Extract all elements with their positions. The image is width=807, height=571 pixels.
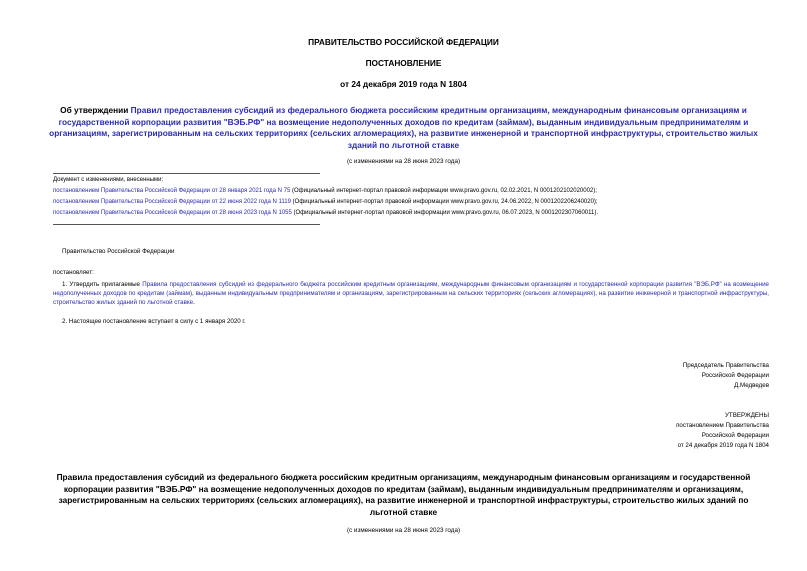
signature-block (683, 361, 769, 391)
government-heading: ПРАВИТЕЛЬСТВО РОССИЙСКОЙ ФЕДЕРАЦИИ (308, 37, 499, 47)
paragraph-2: 2. Настоящее постановление вступает в силу с 1 января 2020 г. (62, 318, 246, 325)
change-link-3[interactable]: постановлением Правительства Российской Федерации от 28 июня 2023 года N 1055 (53, 210, 292, 216)
change-link-2[interactable]: постановлением Правительства Российской Федерации от 22 июня 2022 года N 1119 (53, 199, 291, 205)
change-item (53, 186, 597, 197)
title-rules-link[interactable]: Правил предоставления субсидий из федерального бюджета российским кредитным организациям, международным финансовым организациям и государственной корпорации развития "ВЭБ.РФ" на возмещение недополученных доходов по кредитам (займам), выданным индивидуальным предпринимателям и организациям, зарегистрированным на сельских территориях (сельских агломерациях), на развитие инженерной и транспортной инфраструктуры, строительство жилых зданий по льготной ставке (49, 105, 758, 150)
signature-name: Д.Медведев (734, 382, 769, 390)
approved-date: от 24 декабря 2019 года N 1804 (677, 442, 769, 450)
change-source-3: (Официальный интернет-портал правовой информации www.pravo.gov.ru, 06.07.2023, N 0001202307060011). (291, 210, 599, 216)
signature-position: Председатель Правительства (682, 362, 769, 369)
approved-block (676, 411, 769, 451)
change-item (53, 208, 598, 219)
signature-org: Российской Федерации (701, 372, 769, 380)
approved-org: Российской Федерации (701, 432, 769, 440)
rules-title: Правила предоставления субсидий из федерального бюджета российским кредитным организациям, международным финансовым организациям и государственной корпорации развития "ВЭБ.РФ" на возмещение недополученных доходов по кредитам (займам), выданным индивидуальным предпринимателям и организациям, зарегистрированным на сельских территориях (сельских агломерациях), на развитие инженерной и транспортной инфраструктуры, строительство жилых зданий по льготной ставке (56, 472, 751, 518)
p1-suffix: . (193, 299, 195, 307)
approved-by: постановлением Правительства (676, 422, 769, 430)
p1-rules-link[interactable]: Правила предоставления субсидий из федерального бюджета российским кредитным организациям, международным финансовым организациям и государственной корпорации развития "ВЭБ.РФ" на возмещение недополученных доходов по кредитам (займам), выданным индивидуальным предпринимателям и организациям, зарегистрированным на сельских территориях (сельских агломерациях), на развитие инженерной и транспортной инфраструктуры, строительство жилых зданий по льготной ставке (53, 281, 770, 307)
title-prefix: Об утверждении (60, 105, 131, 115)
doc-date-number: от 24 декабря 2019 года N 1804 (340, 79, 467, 89)
p1-prefix: 1. Утвердить прилагаемые (62, 281, 143, 288)
changes-intro: Документ с изменениями, внесенными: (53, 177, 164, 183)
doc-type-heading: ПОСТАНОВЛЕНИЕ (365, 58, 442, 68)
change-source-2: (Официальный интернет-портал правовой информации www.pravo.gov.ru, 24.06.2022, N 0001202206240020); (290, 199, 598, 205)
rules-changes-note: (с изменениями на 28 июня 2023 года) (346, 527, 461, 534)
resolves: постановляет: (53, 269, 94, 276)
paragraph-1 (53, 280, 769, 307)
changes-top-divider (53, 173, 320, 174)
change-link-1[interactable]: постановлением Правительства Российской Федерации от 28 января 2021 года N 75 (53, 188, 291, 194)
changes-note: (с изменениями на 28 июня 2023 года) (346, 158, 461, 165)
document-title (40, 105, 767, 151)
change-item (53, 197, 598, 208)
change-source-1: (Официальный интернет-портал правовой информации www.pravo.gov.ru, 02.02.2021, N 0001202102020002); (290, 188, 597, 194)
changes-bottom-divider (53, 224, 320, 225)
issuer: Правительство Российской Федерации (62, 248, 175, 255)
approved-label: УТВЕРЖДЕНЫ (725, 412, 769, 419)
